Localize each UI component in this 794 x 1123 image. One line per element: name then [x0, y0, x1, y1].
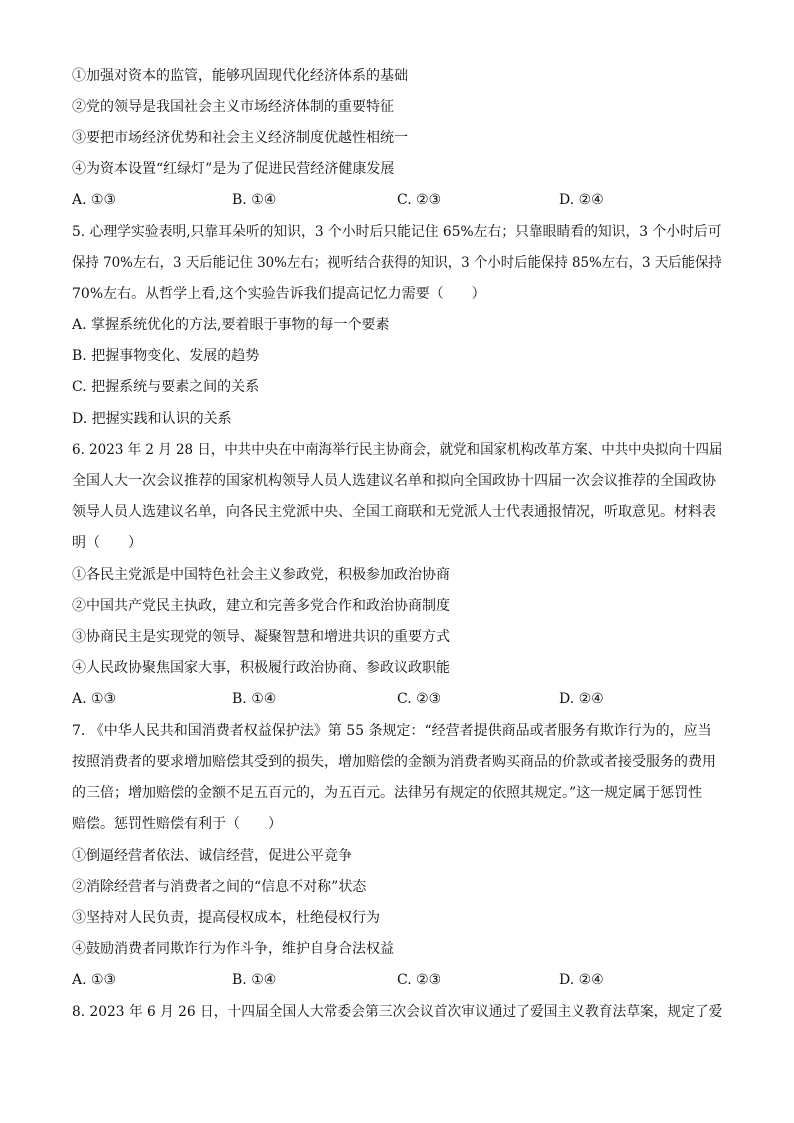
q7-stem-line-1: 7. 《中华人民共和国消费者权益保护法》第 55 条规定：“经营者提供商品或者服务有欺诈行为的，应当 [72, 723, 712, 739]
q7-stem-line-4: 赔偿。惩罚性赔偿有利于（ ） [72, 816, 282, 832]
q7-option-b: B. ①④ [232, 972, 277, 988]
q7-stem-line-3: 的三倍；增加赔偿的金额不足五百元的，为五百元。法律另有规定的依照其规定。”这一规定属于惩罚性 [72, 785, 703, 801]
q6-item-2: ②中国共产党民主执政，建立和完善多党合作和政治协商制度 [72, 598, 450, 614]
q4-item-3: ③要把市场经济优势和社会主义经济制度优越性相统一 [72, 130, 408, 146]
q6-item-1: ①各民主党派是中国特色社会主义参政党，积极参加政治协商 [72, 567, 450, 583]
q4-options [72, 190, 722, 210]
q8-stem-line-1: 8. 2023 年 6 月 26 日，十四届全国人大常委会第三次会议首次审议通过了爱国主义教育法草案，规定了爱 [72, 1004, 723, 1020]
q6-stem-line-3: 领导人员人选建议名单，向各民主党派中央、全国工商联和无党派人士代表通报情况，听取意见。材料表 [72, 504, 716, 520]
q4-option-b: B. ①④ [232, 192, 277, 208]
q5-stem-line-2: 保持 70%左右，3 天后能记住 30%左右；视听结合获得的知识，3 个小时后能保持 85%左右，3 天后能保持 [72, 255, 722, 271]
q6-option-b: B. ①④ [232, 691, 277, 707]
q4-option-a: A. ①③ [72, 192, 117, 208]
q4-option-d: D. ②④ [559, 192, 604, 208]
q6-option-d: D. ②④ [559, 691, 604, 707]
q7-item-2: ②消除经营者与消费者之间的“信息不对称”状态 [72, 879, 367, 895]
q4-item-2: ②党的领导是我国社会主义市场经济体制的重要特征 [72, 99, 394, 115]
q7-stem-line-2: 按照消费者的要求增加赔偿其受到的损失，增加赔偿的金额为消费者购买商品的价款或者接受服务的费用 [72, 754, 716, 770]
q6-options [72, 689, 722, 709]
q7-item-1: ①倒逼经营者依法、诚信经营，促进公平竞争 [72, 848, 352, 864]
q6-item-3: ③协商民主是实现党的领导、凝聚智慧和增进共识的重要方式 [72, 629, 450, 645]
q7-item-4: ④鼓励消费者同欺诈行为作斗争，维护自身合法权益 [72, 941, 394, 957]
q7-option-d: D. ②④ [559, 972, 604, 988]
q6-item-4: ④人民政协聚焦国家大事，积极履行政治协商、参政议政职能 [72, 660, 450, 676]
q7-option-c: C. ②③ [397, 972, 442, 988]
q7-option-a: A. ①③ [72, 972, 117, 988]
q5-option-c: C. 把握系统与要素之间的关系 [72, 379, 260, 395]
q4-option-c: C. ②③ [397, 192, 442, 208]
q6-stem-line-1: 6. 2023 年 2 月 28 日，中共中央在中南海举行民主协商会，就党和国家机构改革方案、中共中央拟向十四届 [72, 442, 723, 458]
q6-stem-line-4: 明（ ） [72, 535, 142, 551]
q4-item-4: ④为资本设置“红绿灯”是为了促进民营经济健康发展 [72, 161, 395, 177]
q4-item-1: ①加强对资本的监管，能够巩固现代化经济体系的基础 [72, 68, 408, 84]
q6-stem-line-2: 全国人大一次会议推荐的国家机构领导人员人选建议名单和拟向全国政协十四届一次会议推荐的全国政协 [72, 473, 716, 489]
q5-option-a: A. 掌握系统优化的方法,要着眼于事物的每一个要素 [72, 317, 390, 333]
q7-options [72, 970, 722, 990]
q5-stem-line-1: 5. 心理学实验表明,只靠耳朵听的知识，3 个小时后只能记住 65%左右；只靠眼睛看的知识，3 个小时后可 [72, 224, 722, 240]
q7-item-3: ③坚持对人民负责，提高侵权成本，杜绝侵权行为 [72, 910, 380, 926]
q5-stem-line-3: 70%左右。从哲学上看,这个实验告诉我们提高记忆力需要（ ） [72, 286, 486, 302]
q6-option-c: C. ②③ [397, 691, 442, 707]
q6-option-a: A. ①③ [72, 691, 117, 707]
q5-option-b: B. 把握事物变化、发展的趋势 [72, 348, 260, 364]
q5-option-d: D. 把握实践和认识的关系 [72, 411, 232, 427]
